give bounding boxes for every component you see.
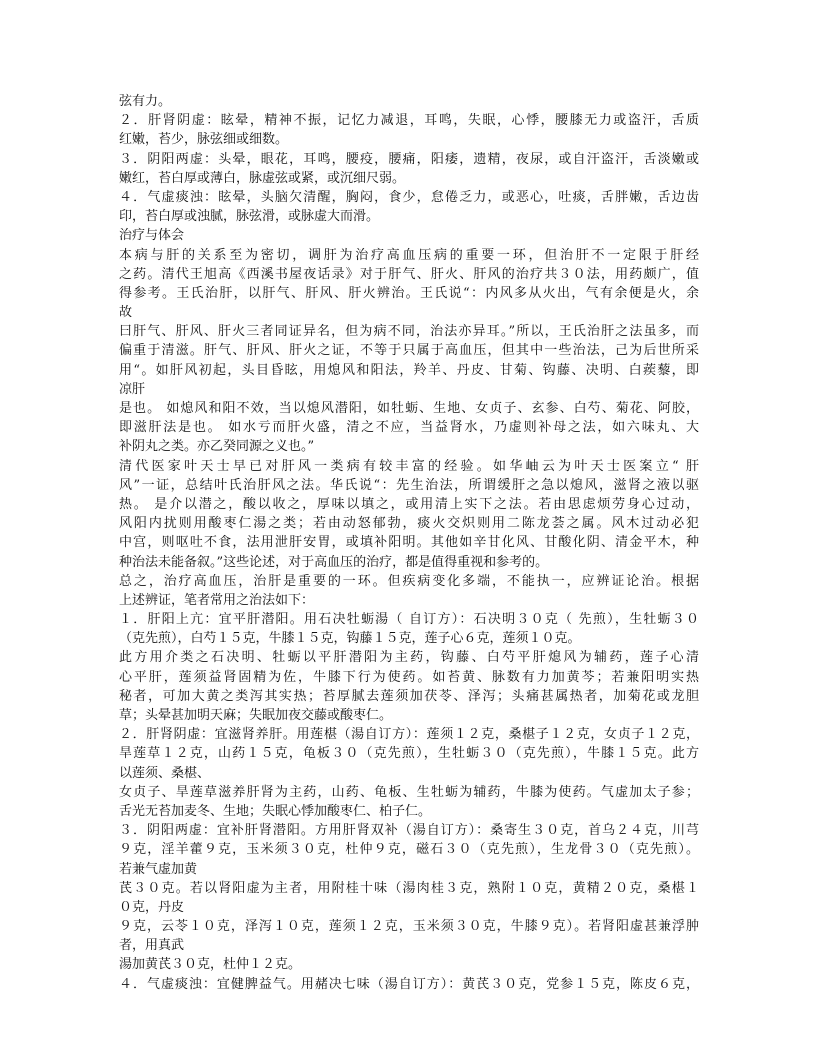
text-line: 舌光无苔加麦冬、生地；失眠心悸加酸枣仁、柏子仁。 xyxy=(119,803,432,819)
text-line: ４．气虚痰浊：眩晕，头脑欠清醒，胸闷，食少，怠倦乏力，或恶心，吐痰，舌胖嫩，舌边齿 xyxy=(119,189,699,205)
text-line: 芪３０克。若以肾阳虚为主者，用附桂十味（湯肉桂３克，熟附１０克，黄精２０克，桑椹１ xyxy=(119,880,699,896)
text-line: 补阴丸之类。亦乙癸同源之义也。” xyxy=(119,439,315,455)
text-line: 上述辨证，笔者常用之治法如下： xyxy=(119,592,315,608)
text-line: 即滋肝法是也。 如水亏而肝火盛，清之不应，当益肾水，乃虚则补母之法，如六味丸、大 xyxy=(119,420,699,436)
text-line: ３．阴阳两虚：宜补肝肾潜阳。方用肝肾双补（湯自订方）：桑寄生３０克，首乌２４克，川芎 xyxy=(119,823,699,839)
text-line: 故 xyxy=(119,305,133,321)
text-line: 印，苔白厚或浊腻，脉弦滑，或脉虚大而滑。 xyxy=(119,209,380,225)
text-line: 总之，治疗高血压，治肝是重要的一环。但疾病变化多端，不能执一，应辨证论治。根据 xyxy=(119,573,699,589)
text-line: 若兼气虚加黄 xyxy=(119,861,198,877)
text-line: 曰肝气、肝风、肝火三者同证异名，但为病不同，治法亦异耳。”所以，王氏治肝之法虽多，而 xyxy=(119,324,699,340)
text-line: 旱莲草１２克，山药１５克，龟板３０（克先煎），生牡蛎３０（克先煎），牛膝１５克。此方 xyxy=(119,746,699,762)
text-line: （克先煎），白芍１５克，牛膝１５克，钩藤１５克，莲子心６克，莲须１０克。 xyxy=(119,631,581,647)
text-line: 此方用介类之石决明、牡蛎以平肝潜阳为主药，钩藤、白芍平肝熄风为辅药，莲子心清 xyxy=(119,650,699,666)
text-line: ９克，淫羊藿９克，玉米须３０克，杜仲９克，磁石３０（克先煎），生龙骨３０（克先煎）。 xyxy=(119,842,699,858)
text-line: 用“。如肝风初起，头目昏眩，用熄风和阳法，羚羊、丹皮、甘菊、钩藤、决明、白蒺藜，即 xyxy=(119,362,699,378)
text-line: 弦有力。 xyxy=(119,94,172,109)
text-line: 清代医家叶天士早已对肝风一类病有较丰富的经验。如华岫云为叶天士医案立“ 肝 xyxy=(119,458,699,474)
text-line: 红嫩，苔少，脉弦细或细数。 xyxy=(119,132,289,148)
text-line: 风”一证，总结叶氏治肝风之法。华氏说“：先生治法，所谓缓肝之急以熄风，滋肾之液以驱 xyxy=(119,477,699,493)
text-line: 湯加黄芪３０克，杜仲１２克。 xyxy=(119,957,302,973)
text-line: ４．气虚痰浊：宜健脾益气。用赭决七味（湯自订方）：黄芪３０克，党参１５克，陈皮６克， xyxy=(119,976,699,992)
text-line: 是也。 如熄风和阳不效，当以熄风潜阳，如牡蛎、生地、女贞子、玄参、白芍、菊花、阿胶， xyxy=(119,401,699,416)
text-line: ０克，丹皮 xyxy=(119,899,185,915)
text-line: 中宫，则呕吐不食，法用泄肝安胃，或填补阳明。其他如辛甘化风、甘酸化阴、清金平木，种 xyxy=(119,535,699,551)
text-line: 治疗与体会 xyxy=(119,228,185,244)
text-line: 以莲须、桑椹、 xyxy=(119,765,211,781)
text-line: 秘者，可加大黄之类泻其实热；苔厚腻去莲须加茯苓、泽泻；头痛甚属热者，加菊花或龙胆 xyxy=(119,688,699,704)
text-line: 心平肝，莲须益肾固精为佐，牛膝下行为使药。如苔黄、脉数有力加黄芩；若兼阳明实热 xyxy=(119,669,699,685)
text-line: 嫩红，苔白厚或薄白，脉虚弦或紧，或沉细尺弱。 xyxy=(119,170,406,186)
text-line: 者，用真武 xyxy=(119,938,185,954)
text-line: １．肝阳上亢：宜平肝潜阳。用石决牡蛎湯（ 自订方）：石决明３０克（ 先煎），生牡蛎３０ xyxy=(119,612,699,628)
text-line: 得参考。王氏治肝，以肝气、肝风、肝火辨治。王氏说“：内风多从火出，气有余便是火，余 xyxy=(119,285,699,301)
text-line: ９克，云苓１０克，泽泻１０克，莲须１２克，玉米须３０克，牛膝９克）。若肾阳虚甚兼浮肿 xyxy=(119,919,699,935)
text-line: 偏重于清滋。肝气、肝风、肝火之证，不等于只属于高血压，但其中一些治法，己为后世所采 xyxy=(119,343,699,359)
text-line: 草；头晕甚加明天麻；失眠加夜交藤或酸枣仁。 xyxy=(119,708,393,723)
text-line: ２．肝肾阴虚：眩晕，精神不振，记忆力减退，耳鸣，失眠，心悸，腰膝无力或盗汗，舌质 xyxy=(119,113,699,129)
text-line: 风阳内扰则用酸枣仁湯之类；若由动怒郁勃，痰火交炽则用二陈龙荟之属。风木过动必犯 xyxy=(119,516,699,532)
text-line: ２．肝肾阴虚：宜滋肾养肝。用莲椹（湯自订方）：莲须１２克，桑椹子１２克，女贞子１２克， xyxy=(119,727,699,743)
text-line: 之药。清代王旭高《西溪书屋夜话录》对于肝气、肝火、肝风的治疗共３０法，用药颇广，值 xyxy=(119,266,699,282)
text-line: 种治法未能备叙。”这些论述，对于高血压的治疗，都是值得重视和参考的。 xyxy=(119,554,549,570)
text-line: 女贞子、旱莲草滋养肝肾为主药，山药、龟板、生牡蛎为辅药，牛膝为使药。气虚加太子参； xyxy=(119,784,699,800)
text-line: ３．阴阳两虚：头晕，眼花，耳鸣，腰疫，腰痛，阳痿，遗精，夜尿，或自汗盗汗，舌淡嫩或 xyxy=(119,151,699,167)
text-line: 本病与肝的关系至为密切，调肝为治疗高血压病的重要一环，但治肝不一定限于肝经 xyxy=(119,247,699,263)
document-page xyxy=(119,92,699,994)
text-line: 凉肝 xyxy=(119,381,146,397)
text-line: 热。 是介以潜之，酸以收之，厚味以填之，或用清上实下之法。若由思虑烦劳身心过动， xyxy=(119,496,699,512)
